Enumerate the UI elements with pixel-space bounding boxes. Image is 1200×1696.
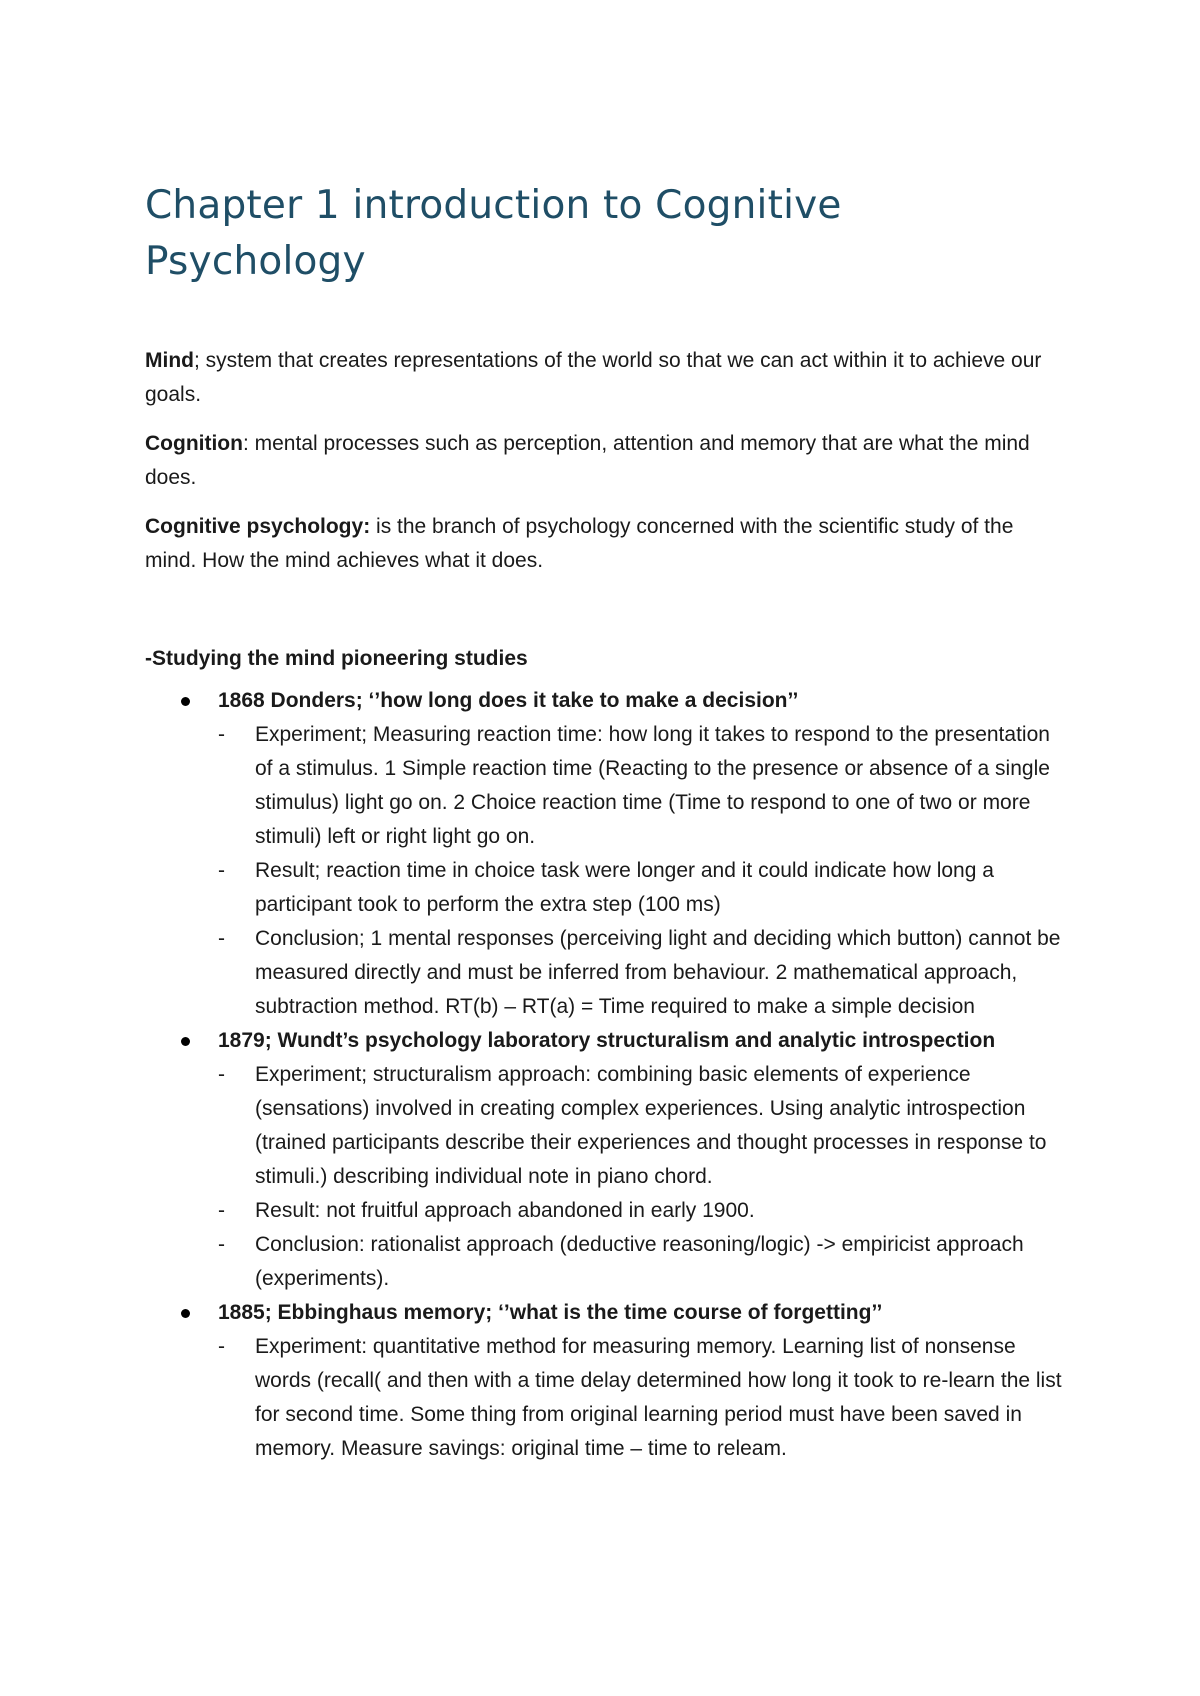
bullet-icon	[181, 1037, 190, 1046]
study-point	[218, 1330, 1065, 1466]
dash-marker: -	[218, 1233, 225, 1256]
definition-mind	[145, 344, 1045, 412]
dash-marker: -	[218, 723, 225, 746]
study-point-text: Result; reaction time in choice task were longer and it could indicate how long a participant took to perform the extra step (100 ms)	[255, 859, 994, 916]
definition-continuation: mind. How the mind achieves what it does.	[145, 549, 544, 572]
study-point	[218, 922, 1065, 1024]
study-point	[218, 1228, 1065, 1296]
study-points	[218, 718, 1065, 1024]
study-heading: 1868 Donders; ‘’how long does it take to make a decision’’	[218, 689, 799, 712]
definition-text: ; system that creates representations of the world so that we can act within it to achieve our goals.	[145, 349, 1042, 406]
study-point	[218, 854, 1065, 922]
study-points	[218, 1330, 1065, 1466]
studies-list	[145, 684, 1065, 1466]
study-point	[218, 1194, 1065, 1228]
study-point	[218, 1058, 1065, 1194]
study-point-text: Conclusion; 1 mental responses (perceiving light and deciding which button) cannot be measured directly and must be inferred from behaviour. 2 mathematical approach, subtraction method. RT(b) – RT(a) = Time required to make a simple decision	[255, 927, 1061, 1018]
bullet-icon	[181, 1309, 190, 1318]
definition-cognition	[145, 427, 1045, 495]
definition-text: is the branch of psychology concerned with the scientific study of the	[370, 515, 1014, 538]
study-point-text: Experiment: quantitative method for measuring memory. Learning list of nonsense words (recall( and then with a time delay determined how long it took to re-learn the list for second time. Some thing from original learning period must have been saved in memory. Measure savings: original time – time to releam.	[255, 1335, 1062, 1460]
definition-text: : mental processes such as perception, attention and memory that are what the mind does.	[145, 432, 1030, 489]
study-item-ebbinghaus	[145, 1296, 1065, 1466]
section-heading: -Studying the mind pioneering studies	[145, 647, 528, 670]
study-point-text: Result: not fruitful approach abandoned in early 1900.	[255, 1199, 755, 1222]
bullet-icon	[181, 697, 190, 706]
study-item-donders	[145, 684, 1065, 1024]
dash-marker: -	[218, 1335, 225, 1358]
study-heading: 1879; Wundt’s psychology laboratory structuralism and analytic introspection	[218, 1029, 996, 1052]
definition-term: Cognition	[145, 432, 243, 455]
study-point-text: Conclusion: rationalist approach (deductive reasoning/logic) -> empiricist approach (experiments).	[255, 1233, 1024, 1290]
definition-term: Cognitive psychology:	[145, 515, 371, 538]
page-title: Chapter 1 introduction to Cognitive Psychology	[145, 183, 842, 284]
dash-marker: -	[218, 927, 225, 950]
definition-term: Mind	[145, 349, 194, 372]
dash-marker: -	[218, 1199, 225, 1222]
dash-marker: -	[218, 859, 225, 882]
study-points	[218, 1058, 1065, 1296]
study-point-text: Experiment; structuralism approach: combining basic elements of experience (sensations) involved in creating complex experiences. Using analytic introspection (trained participants describe their experiences and thought processes in response to stimuli.) describing individual note in piano chord.	[255, 1063, 1047, 1188]
document-body	[145, 178, 1065, 1466]
study-item-wundt	[145, 1024, 1065, 1296]
study-point-text: Experiment; Measuring reaction time: how long it takes to respond to the presentation of a stimulus. 1 Simple reaction time (Reacting to the presence or absence of a single stimulus) light go on. 2 Choice reaction time (Time to respond to one of two or more stimuli) left or right light go on.	[255, 723, 1050, 848]
study-heading: 1885; Ebbinghaus memory; ‘’what is the time course of forgetting’’	[218, 1301, 883, 1324]
study-point	[218, 718, 1065, 854]
dash-marker: -	[218, 1063, 225, 1086]
